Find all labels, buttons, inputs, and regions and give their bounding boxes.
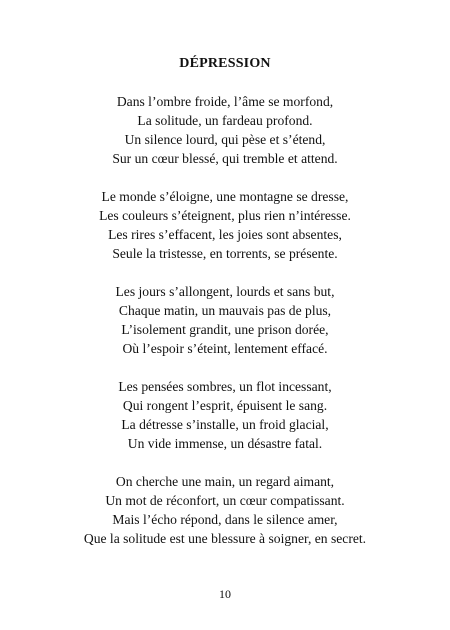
poem-line: Les rires s’effacent, les joies sont absentes, <box>108 227 342 242</box>
poem-line: Le monde s’éloigne, une montagne se dresse, <box>101 189 349 204</box>
poem-line: On cherche une main, un regard aimant, <box>115 474 335 489</box>
poem-line: La détresse s’installe, un froid glacial, <box>121 417 329 432</box>
poem-line: Les pensées sombres, un flot incessant, <box>118 379 332 394</box>
poem-line: Qui rongent l’esprit, épuisent le sang. <box>122 398 328 413</box>
poem-line: Seule la tristesse, en torrents, se présente. <box>112 246 338 261</box>
poem-line: Chaque matin, un mauvais pas de plus, <box>118 303 332 318</box>
poem-title: DÉPRESSION <box>179 56 271 71</box>
poem-line: Mais l’écho répond, dans le silence amer, <box>112 512 338 527</box>
stanza-5 <box>0 472 450 548</box>
poem-line: Un silence lourd, qui pèse et s’étend, <box>124 132 326 147</box>
page-number: 10 <box>219 587 231 601</box>
poem-body <box>0 92 450 567</box>
poem-line: L’isolement grandit, une prison dorée, <box>121 322 329 337</box>
stanza-2 <box>0 187 450 263</box>
poem-line: La solitude, un fardeau profond. <box>137 113 313 128</box>
poem-line: Les jours s’allongent, lourds et sans but, <box>115 284 335 299</box>
poem-line: Que la solitude est une blessure à soigner, en secret. <box>83 531 367 546</box>
stanza-4 <box>0 377 450 453</box>
stanza-3 <box>0 282 450 358</box>
poem-line: Sur un cœur blessé, qui tremble et attend. <box>112 151 338 166</box>
poem-line: Les couleurs s’éteignent, plus rien n’intéresse. <box>99 208 351 223</box>
poem-line: Dans l’ombre froide, l’âme se morfond, <box>116 94 334 109</box>
poem-line: Un mot de réconfort, un cœur compatissant. <box>105 493 345 508</box>
poem-line: Où l’espoir s’éteint, lentement effacé. <box>122 341 328 356</box>
poem-line: Un vide immense, un désastre fatal. <box>127 436 323 451</box>
stanza-1 <box>0 92 450 168</box>
